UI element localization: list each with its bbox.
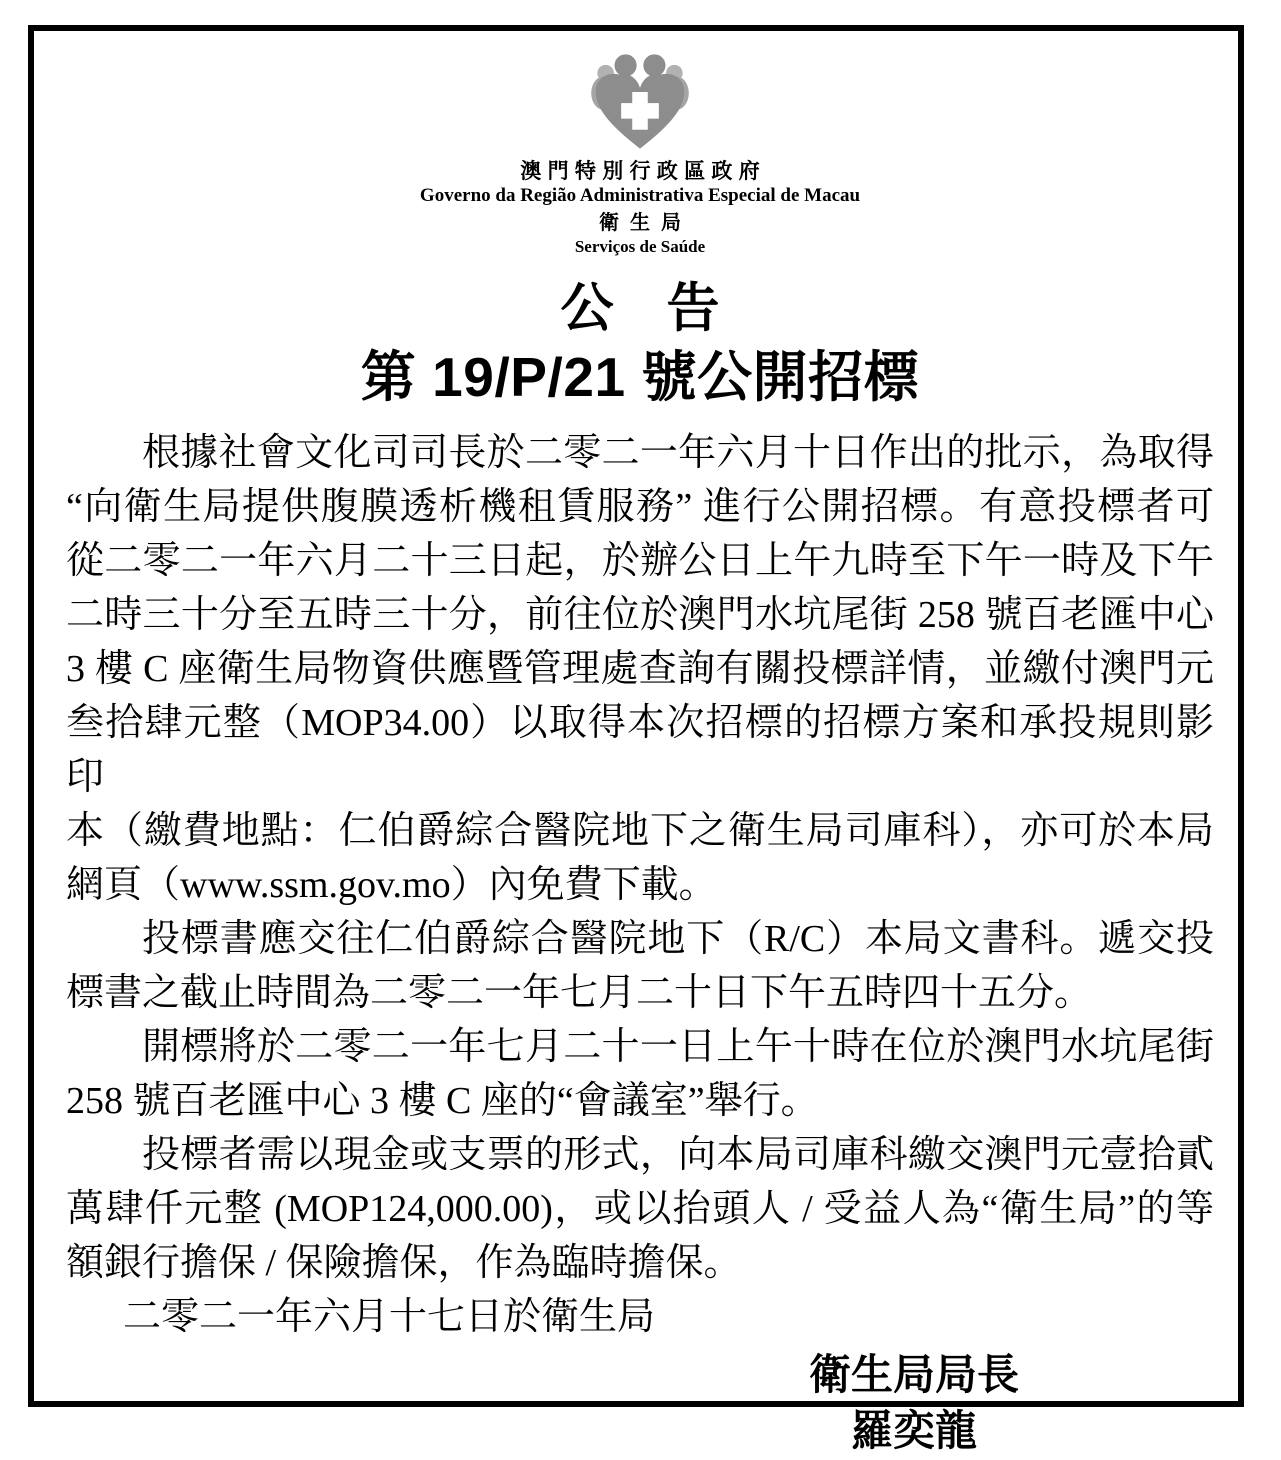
body-line: 投標者需以現金或支票的形式，向本局司庫科繳交澳門元壹拾貳 <box>142 1134 1214 1176</box>
paragraph-3 <box>66 1020 1214 1128</box>
paragraph-2 <box>66 912 1214 1020</box>
document-border <box>28 25 1244 1455</box>
body-line: 額銀行擔保 / 保險擔保，作為臨時擔保。 <box>66 1242 742 1284</box>
body-line: 3 樓 C 座衛生局物資供應暨管理處查詢有關投標詳情，並繳付澳門元 <box>66 648 1214 690</box>
body-line: 萬肆仟元整 (MOP124,000.00)，或以抬頭人 / 受益人為“衛生局”的等 <box>66 1188 1214 1230</box>
announcement-document <box>34 31 1238 1460</box>
government-name-chinese: 澳門特別行政區政府 <box>520 159 766 183</box>
body-line: 二時三十分至五時三十分，前往位於澳門水坑尾街 258 號百老匯中心 <box>66 594 1214 636</box>
announcement-title: 公 告 <box>560 279 720 338</box>
body-line: 開標將於二零二一年七月二十一日上午十時在位於澳門水坑尾街 <box>142 1026 1214 1068</box>
family-heart-cross-icon <box>584 51 696 153</box>
body-line: 本（繳費地點：仁伯爵綜合醫院地下之衛生局司庫科），亦可於本局 <box>66 810 1214 852</box>
signer-name: 羅奕龍 <box>850 1409 977 1455</box>
body-line: 標書之截止時間為二零二一年七月二十日下午五時四十五分。 <box>66 972 1093 1014</box>
bureau-name-portuguese: Serviços de Saúde <box>574 237 706 256</box>
paragraph-1 <box>66 426 1214 912</box>
body-line: 投標書應交往仁伯爵綜合醫院地下（R/C）本局文書科。遞交投 <box>142 918 1214 960</box>
body-line: 從二零二一年六月二十三日起，於辦公日上午九時至下午一時及下午 <box>66 540 1214 582</box>
signer-title: 衛生局局長 <box>808 1353 1019 1399</box>
tender-number-subtitle: 第 19/P/21 號公開招標 <box>360 346 920 408</box>
body-line: 258 號百老匯中心 3 樓 C 座的“會議室”舉行。 <box>66 1080 819 1122</box>
paragraph-4 <box>66 1128 1214 1290</box>
date-line: 二零二一年六月十七日於衛生局 <box>123 1296 656 1338</box>
ssm-logo <box>66 51 1214 158</box>
announcement-body <box>66 426 1214 1344</box>
body-line: “向衛生局提供腹膜透析機租賃服務” 進行公開招標。有意投標者可 <box>66 486 1214 528</box>
signature-block <box>809 1348 1019 1460</box>
body-line: 網頁（www.ssm.gov.mo）內免費下載。 <box>66 864 717 906</box>
bureau-name-chinese: 衛生局 <box>599 212 692 234</box>
body-line: 根據社會文化司司長於二零二一年六月十日作出的批示，為取得 <box>142 432 1214 474</box>
government-name-portuguese: Governo da Região Administrativa Especial de Macau <box>419 185 861 206</box>
body-line: 叁拾肆元整（MOP34.00）以取得本次招標的招標方案和承投規則影印 <box>66 702 1214 798</box>
